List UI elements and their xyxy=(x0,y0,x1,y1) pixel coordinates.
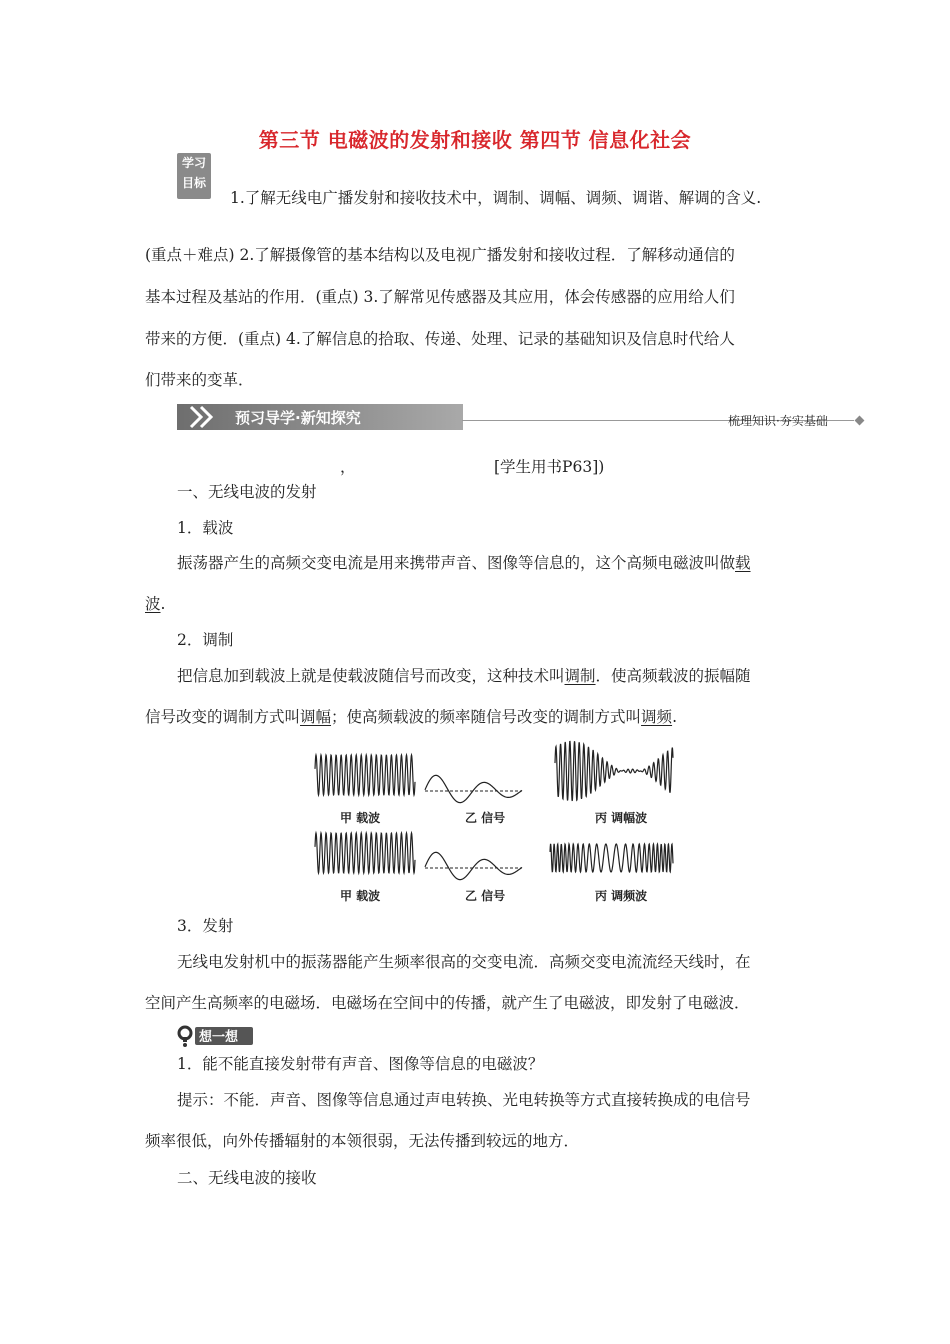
paragraph-modulation-2 xyxy=(145,705,677,727)
think-label xyxy=(177,1025,257,1047)
section-heading-2: 二、无线电波的接收 xyxy=(177,1169,317,1187)
section-heading-1: 一、无线电波的发射 xyxy=(177,483,317,501)
paragraph-carrier-2 xyxy=(145,592,165,614)
paragraph-transmit-2: 空间产生高频率的电磁场．电磁场在空间中的传播，就产生了电磁波，即发射了电磁波． xyxy=(145,994,750,1012)
text-span: ；使高频载波的频率随信号改变的调制方式叫 xyxy=(331,708,642,726)
am-wave xyxy=(555,741,673,801)
text-span: 把信息加到载波上就是使载波随信号而改变，这种技术叫 xyxy=(177,667,565,685)
banner-diamond-icon xyxy=(855,416,865,426)
text-span: 振荡器产生的高频交变电流是用来携带声音、图像等信息的，这个高频电磁波叫做 xyxy=(177,554,736,572)
caption-fm-wave: 丙 调频波 xyxy=(595,889,648,903)
learning-goals-badge xyxy=(177,153,211,199)
banner-right-text: 梳理知识·夯实基础 xyxy=(728,414,828,428)
subheading-transmit: 3．发射 xyxy=(177,917,234,935)
goals-line-3: 基本过程及基站的作用．(重点) 3.了解常见传感器及其应用，体会传感器的应用给人们 xyxy=(145,288,735,306)
caption-carrier-2: 甲 载波 xyxy=(340,889,381,903)
text-span: . xyxy=(160,595,166,613)
signal-wave-2 xyxy=(425,852,522,879)
caption-am-wave: 丙 调幅波 xyxy=(595,811,648,825)
signal-wave-1 xyxy=(425,775,522,802)
blank-answer: 载 xyxy=(735,554,751,572)
paragraph-transmit-1: 无线电发射机中的振荡器能产生频率很高的交变电流．高频交变电流流经天线时，在 xyxy=(177,953,751,971)
text-span: . xyxy=(672,708,677,726)
goals-line-4: 带来的方便．(重点) 4.了解信息的拾取、传递、处理、记录的基础知识及信息时代给人 xyxy=(145,330,735,348)
think-label-text: 想一想 xyxy=(199,1030,239,1045)
think-answer-2: 频率很低，向外传播辐射的本领很弱，无法传播到较远的地方． xyxy=(145,1132,580,1150)
think-question: 1．能不能直接发射带有声音、图像等信息的电磁波？ xyxy=(177,1055,544,1073)
section-banner xyxy=(177,404,463,430)
subheading-carrier: 1．载波 xyxy=(177,519,234,537)
book-reference: [学生用书P63]) xyxy=(494,458,605,476)
badge-line-2: 目标 xyxy=(181,176,206,190)
blank-answer: 波 xyxy=(145,595,161,613)
question-mark-icon xyxy=(179,1027,191,1047)
text-span: 信号改变的调制方式叫 xyxy=(145,708,301,726)
think-answer-1: 提示：不能．声音、图像等信息通过声电转换、光电转换等方式直接转换成的电信号 xyxy=(177,1091,751,1109)
caption-signal-2: 乙 信号 xyxy=(465,889,506,903)
goals-line-2: (重点＋难点) 2.了解摄像管的基本结构以及电视广播发射和接收过程．了解移动通信的 xyxy=(145,246,735,264)
subheading-modulation: 2．调制 xyxy=(177,631,234,649)
text-span: ．使高频载波的振幅随 xyxy=(595,667,751,685)
blank-answer: 调频 xyxy=(641,708,673,726)
blank-answer: 调幅 xyxy=(300,708,332,726)
caption-carrier-1: 甲 载波 xyxy=(340,811,381,825)
modulation-figure xyxy=(310,735,680,905)
carrier-wave-2 xyxy=(315,833,415,873)
goals-line-5: 们带来的变革． xyxy=(145,371,254,389)
paragraph-modulation-1 xyxy=(177,664,751,686)
page-title: 第三节 电磁波的发射和接收 第四节 信息化社会 xyxy=(258,128,692,152)
carrier-wave-1 xyxy=(315,755,415,795)
blank-answer: 调制 xyxy=(564,667,596,685)
paragraph-carrier-1 xyxy=(177,551,751,573)
caption-signal-1: 乙 信号 xyxy=(465,811,506,825)
banner-left-text: 预习导学·新知探究 xyxy=(235,409,361,427)
fm-wave xyxy=(550,844,673,872)
comma: ， xyxy=(340,458,356,476)
goals-line-1: 1.了解无线电广播发射和接收技术中，调制、调幅、调频、调谐、解调的含义. xyxy=(230,189,762,207)
badge-line-1: 学习 xyxy=(181,156,206,170)
